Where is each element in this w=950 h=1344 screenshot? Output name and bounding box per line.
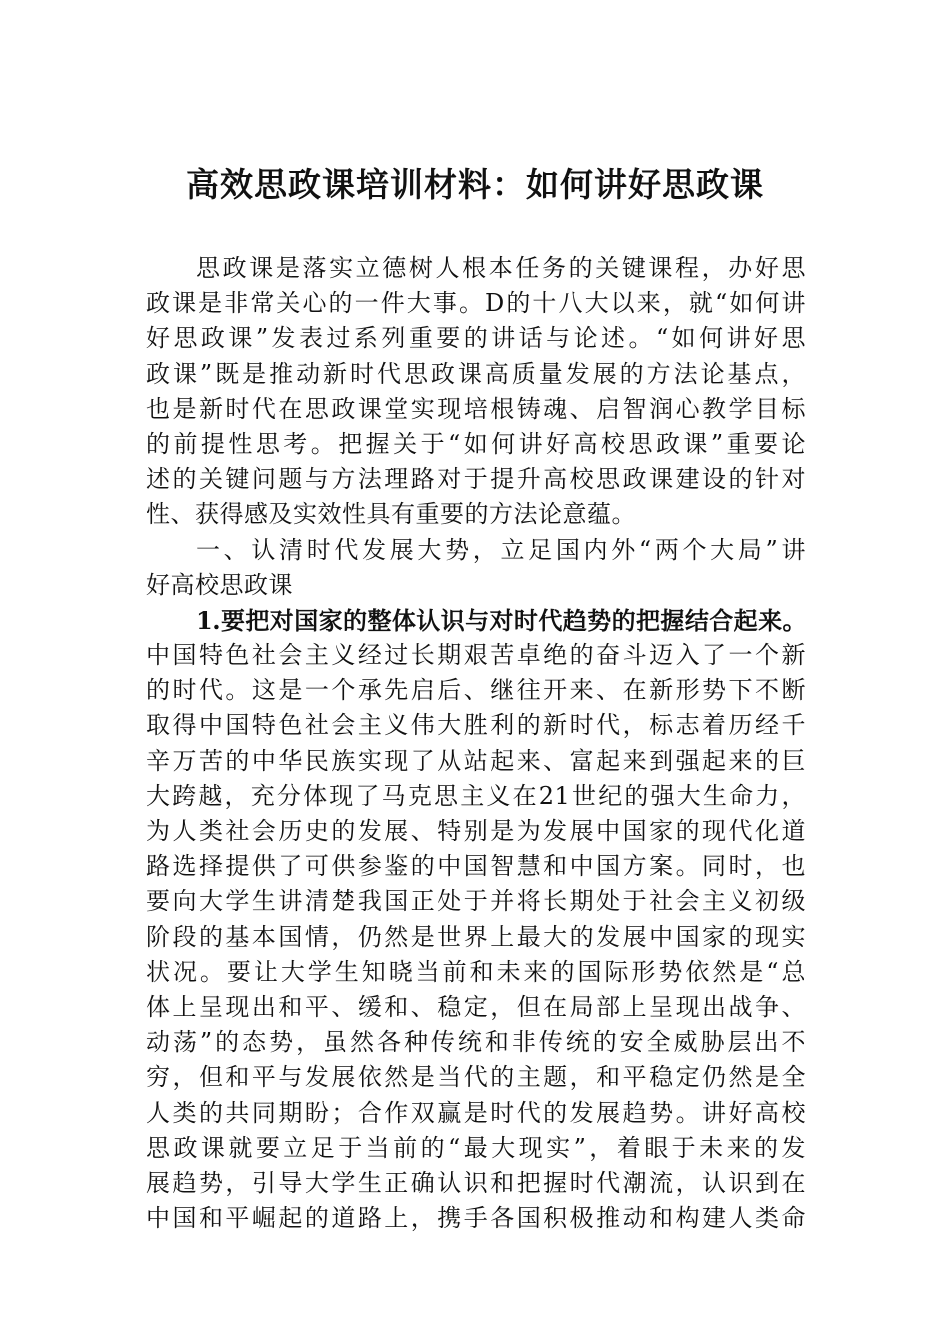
text-line: 体上呈现出和平、缓和、稳定，但在局部上呈现出战争、	[146, 992, 806, 1021]
text-line: 取得中国特色社会主义伟大胜利的新时代，标志着历经千	[146, 711, 806, 740]
text-line: 的时代。这是一个承先启后、继往开来、在新形势下不断	[146, 676, 806, 705]
text-line: 展趋势，引导大学生正确认识和把握时代潮流，认识到在	[146, 1168, 806, 1197]
section-heading-line: 好高校思政课	[146, 570, 293, 599]
text-line: 状况。要让大学生知晓当前和未来的国际形势依然是“总	[146, 957, 806, 986]
subsection-heading-line: 1.要把对国家的整体认识与对时代趋势的把握结合起来。	[196, 605, 806, 635]
text-line: 穷，但和平与发展依然是当代的主题，和平稳定仍然是全	[146, 1063, 806, 1092]
text-line: 思政课是落实立德树人根本任务的关键课程，办好思	[196, 254, 806, 282]
text-line: 人类的共同期盼；合作双赢是时代的发展趋势。讲好高校	[146, 1098, 806, 1127]
text-line: 也是新时代在思政课堂实现培根铸魂、启智润心教学目标	[146, 394, 806, 423]
text-line: 的前提性思考。把握关于“如何讲好高校思政课”重要论	[146, 429, 806, 458]
text-line: 政课是非常关心的一件大事。D的十八大以来，就“如何讲	[146, 289, 806, 318]
text-line: 大跨越，充分体现了马克思主义在21世纪的强大生命力，	[146, 781, 806, 810]
text-line: 为人类社会历史的发展、特别是为发展中国家的现代化道	[146, 817, 806, 845]
text-line: 动荡”的态势，虽然各种传统和非传统的安全威胁层出不	[146, 1028, 806, 1057]
text-line: 阶段的基本国情，仍然是世界上最大的发展中国家的现实	[146, 922, 806, 951]
document-body	[146, 251, 806, 1236]
section-heading-line: 一、认清时代发展大势，立足国内外“两个大局”讲	[196, 535, 806, 564]
text-line: 好思政课”发表过系列重要的讲话与论述。“如何讲好思	[146, 324, 806, 353]
text-line: 思政课就要立足于当前的“最大现实”，着眼于未来的发	[146, 1133, 806, 1162]
text-line: 述的关键问题与方法理路对于提升高校思政课建设的针对	[146, 465, 806, 494]
text-line: 性、获得感及实效性具有重要的方法论意蕴。	[146, 500, 636, 529]
text-line: 中国和平崛起的道路上，携手各国积极推动和构建人类命	[146, 1204, 806, 1233]
text-line: 中国特色社会主义经过长期艰苦卓绝的奋斗迈入了一个新	[146, 641, 806, 670]
text-line: 要向大学生讲清楚我国正处于并将长期处于社会主义初级	[146, 887, 806, 916]
text-line: 辛万苦的中华民族实现了从站起来、富起来到强起来的巨	[146, 746, 806, 775]
document-title: 高效思政课培训材料：如何讲好思政课	[186, 165, 764, 204]
text-line: 政课”既是推动新时代思政课高质量发展的方法论基点，	[146, 359, 806, 388]
text-line: 路选择提供了可供参鉴的中国智慧和中国方案。同时，也	[146, 852, 806, 881]
